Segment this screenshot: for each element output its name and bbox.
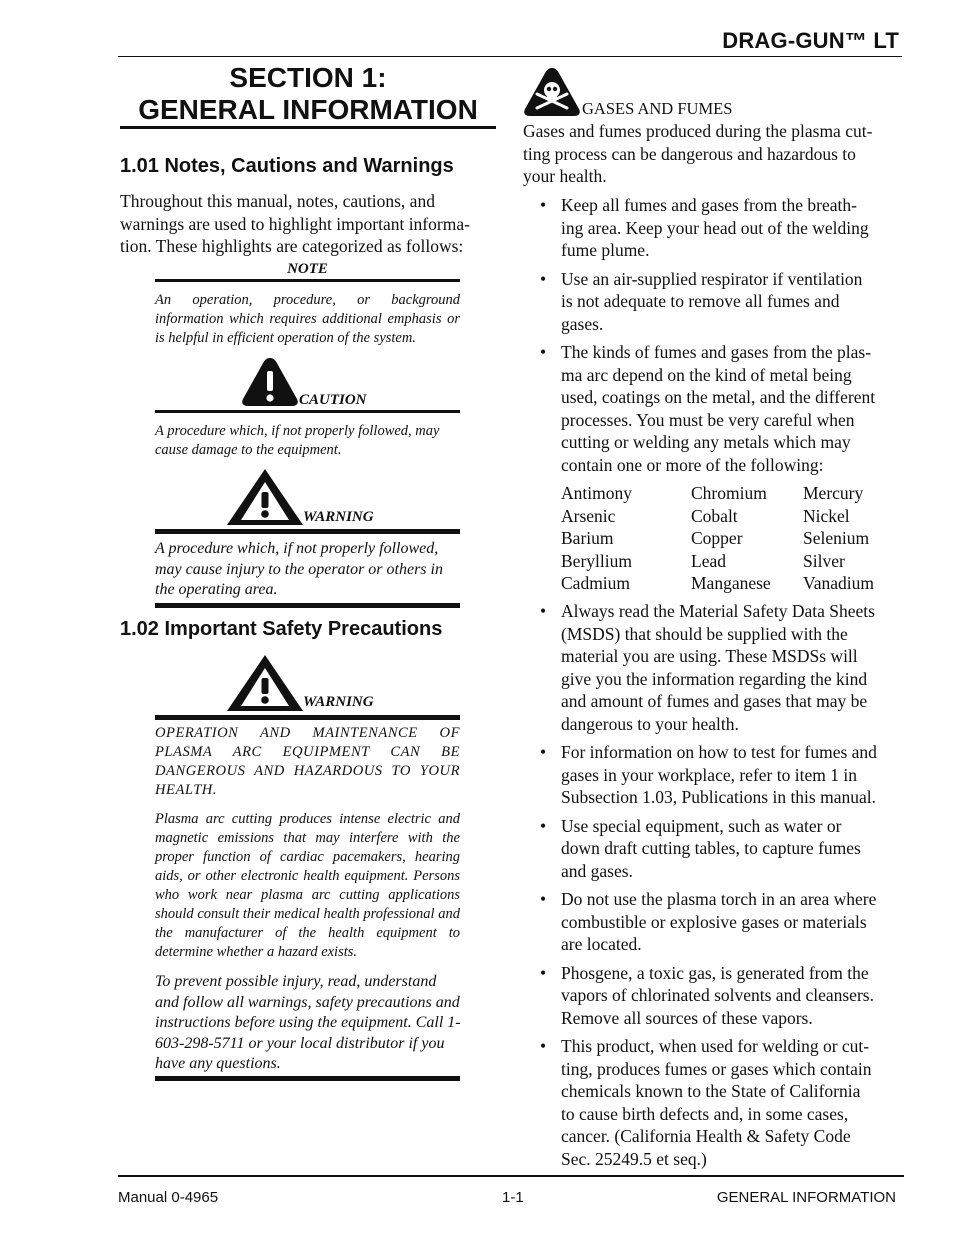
- note-label: NOTE: [287, 261, 328, 277]
- heading-1-02: 1.02 Important Safety Precautions: [120, 618, 443, 640]
- intro-line: warnings are used to highlight important informa-: [120, 213, 470, 234]
- bullet-line: ma arc depend on the kind of metal being: [561, 364, 852, 385]
- bullet-line: give you the information regarding the kind: [561, 668, 868, 689]
- bullet-line: material you are using. These MSDSs will: [561, 646, 858, 666]
- section-title: [120, 62, 496, 126]
- section-title-rule: [120, 126, 496, 129]
- metals-table: [561, 482, 901, 595]
- warning-triangle-icon: [226, 468, 304, 526]
- metal-name: Copper: [691, 528, 743, 548]
- bullet-line: • The kinds of fumes and gases from the plas-: [561, 342, 872, 362]
- bullet-line: • Keep all fumes and gases from the breath-: [561, 195, 857, 215]
- header-rule: [118, 56, 902, 57]
- bullet-line: vapors of chlorinated solvents and cleansers.: [561, 985, 874, 1005]
- safety-paragraph-2: To prevent possible injury, read, understand and follow all warnings, safety precautions and instructions before using the equipment. Call 1-603-298-5711 or your local distributor if you have any questions.: [155, 973, 461, 1072]
- metal-name: Nickel: [803, 505, 850, 526]
- bullet-item: [523, 1035, 908, 1170]
- intro-line: Throughout this manual, notes, cautions, and: [120, 191, 435, 211]
- section-title-line2: GENERAL INFORMATION: [138, 94, 478, 125]
- metal-name: Silver: [803, 550, 845, 571]
- metal-name: Mercury: [803, 483, 864, 503]
- gases-bullet-list-a: [523, 194, 908, 482]
- bullet-line: dangerous to your health.: [561, 713, 739, 734]
- metal-name: Beryllium: [561, 550, 632, 571]
- gases-bullet-list-b: [523, 600, 908, 1176]
- bullet-line: combustible or explosive gases or materials: [561, 911, 867, 932]
- safety-paragraph-1: Plasma arc cutting produces intense electric and magnetic emissions that may interfere with the proper function of cardiac pacemakers, hearing aids, or other electronic health equipment. Persons who work near plasma arc cutting applications should consult their medical health professional and the manufacturer of the health equipment to determine whether a hazard exists.: [155, 811, 460, 960]
- safety-warning-top-rule: [155, 715, 460, 720]
- intro-paragraph: [120, 190, 500, 258]
- skull-crossbones-icon: [522, 66, 582, 118]
- gases-title: GASES AND FUMES: [582, 99, 733, 118]
- intro-line: tion. These highlights are categorized as follows:: [120, 236, 464, 256]
- metal-name: Cobalt: [691, 505, 738, 526]
- warning-triangle-icon: [226, 654, 304, 712]
- safety-warning-label: WARNING: [303, 694, 374, 710]
- metal-name: Barium: [561, 528, 614, 548]
- document-title: DRAG-GUN™ LT: [722, 28, 899, 53]
- metals-row: [561, 527, 901, 550]
- bullet-line: Remove all sources of these vapors.: [561, 1007, 813, 1028]
- gases-intro: [523, 120, 903, 188]
- bullet-item: [523, 962, 908, 1030]
- bullet-item: [523, 268, 908, 336]
- note-text: An operation, procedure, or background information which requires additional emphasis or is helpful in efficient operation of the system.: [155, 292, 460, 346]
- metals-row: [561, 505, 901, 528]
- safety-caps-text: OPERATION AND MAINTENANCE OF PLASMA ARC EQUIPMENT CAN BE DANGEROUS AND HAZARDOUS TO YOUR HEALTH.: [155, 725, 460, 798]
- bullet-line: gases.: [561, 313, 604, 334]
- bullet-line: • For information on how to test for fumes and: [561, 742, 877, 762]
- bullet-line: processes. You must be very careful when: [561, 409, 855, 430]
- metal-name: Arsenic: [561, 505, 616, 526]
- bullet-line: fume plume.: [561, 240, 650, 260]
- gases-intro-line: ting process can be dangerous and hazardous to: [523, 143, 856, 164]
- bullet-item: [523, 194, 908, 262]
- warning-top-rule: [155, 529, 460, 534]
- gases-intro-line: your health.: [523, 166, 607, 186]
- bullet-line: (MSDS) that should be supplied with the: [561, 623, 848, 644]
- footer-section-name: GENERAL INFORMATION: [716, 1189, 896, 1206]
- bullet-line: to cause birth defects and, in some cases,: [561, 1103, 849, 1124]
- caution-top-rule: [155, 410, 460, 413]
- caution-label: CAUTION: [299, 392, 367, 408]
- bullet-line: and amount of fumes and gases that may be: [561, 691, 868, 711]
- caution-triangle-icon: [240, 356, 300, 408]
- metal-name: Chromium: [691, 483, 767, 503]
- bullet-item: [523, 341, 908, 476]
- footer-manual-number: Manual 0-4965: [118, 1189, 219, 1206]
- bullet-item: [523, 741, 908, 809]
- note-top-rule: [155, 279, 460, 282]
- bullet-line: gases in your workplace, refer to item 1 in: [561, 764, 857, 785]
- bullet-line: and gases.: [561, 860, 633, 881]
- metals-row: [561, 482, 901, 505]
- metal-name: Lead: [691, 550, 726, 571]
- bullet-line: chemicals known to the State of California: [561, 1081, 861, 1101]
- bullet-line: cutting or welding any metals which may: [561, 432, 851, 452]
- footer-rule: [118, 1175, 904, 1177]
- caution-text: A procedure which, if not properly followed, may cause damage to the equipment.: [155, 423, 440, 458]
- bullet-line: cancer. (California Health & Safety Code: [561, 1126, 851, 1146]
- metal-name: Vanadium: [803, 573, 874, 593]
- bullet-line: • Phosgene, a toxic gas, is generated from the: [561, 962, 869, 983]
- bullet-line: is not adequate to remove all fumes and: [561, 291, 840, 311]
- metal-name: Selenium: [803, 528, 870, 548]
- metals-row: [561, 572, 901, 595]
- metals-row: [561, 550, 901, 573]
- bullet-line: contain one or more of the following:: [561, 454, 824, 475]
- bullet-line: • Always read the Material Safety Data Sheets: [561, 601, 875, 621]
- bullet-line: are located.: [561, 934, 642, 954]
- bullet-line: Subsection 1.03, Publications in this manual.: [561, 787, 876, 807]
- heading-1-01: 1.01 Notes, Cautions and Warnings: [120, 155, 454, 177]
- bullet-line: Sec. 25249.5 et seq.): [561, 1148, 707, 1169]
- footer-page-number: 1-1: [502, 1189, 524, 1206]
- bullet-line: down draft cutting tables, to capture fumes: [561, 838, 861, 858]
- bullet-item: [523, 888, 908, 956]
- metal-name: Antimony: [561, 483, 632, 503]
- bullet-line: ing area. Keep your head out of the welding: [561, 217, 869, 238]
- bullet-line: • This product, when used for welding or cut-: [561, 1036, 870, 1056]
- metal-name: Cadmium: [561, 573, 631, 593]
- metal-name: Manganese: [691, 573, 771, 593]
- bullet-line: • Use special equipment, such as water or: [561, 815, 842, 836]
- safety-warning-bottom-rule: [155, 1076, 460, 1081]
- warning-text: A procedure which, if not properly followed, may cause injury to the operator or others in the operating area.: [155, 540, 443, 598]
- warning-bottom-rule: [155, 603, 460, 608]
- section-title-line1: SECTION 1:: [229, 62, 387, 93]
- bullet-line: ting, produces fumes or gases which contain: [561, 1058, 872, 1079]
- bullet-item: [523, 815, 908, 883]
- bullet-line: • Do not use the plasma torch in an area where: [561, 889, 877, 909]
- bullet-item: [523, 600, 908, 735]
- warning-label: WARNING: [303, 509, 374, 525]
- bullet-line: used, coatings on the metal, and the different: [561, 387, 876, 407]
- bullet-line: • Use an air-supplied respirator if ventilation: [561, 268, 863, 289]
- gases-intro-line: Gases and fumes produced during the plasma cut-: [523, 121, 873, 141]
